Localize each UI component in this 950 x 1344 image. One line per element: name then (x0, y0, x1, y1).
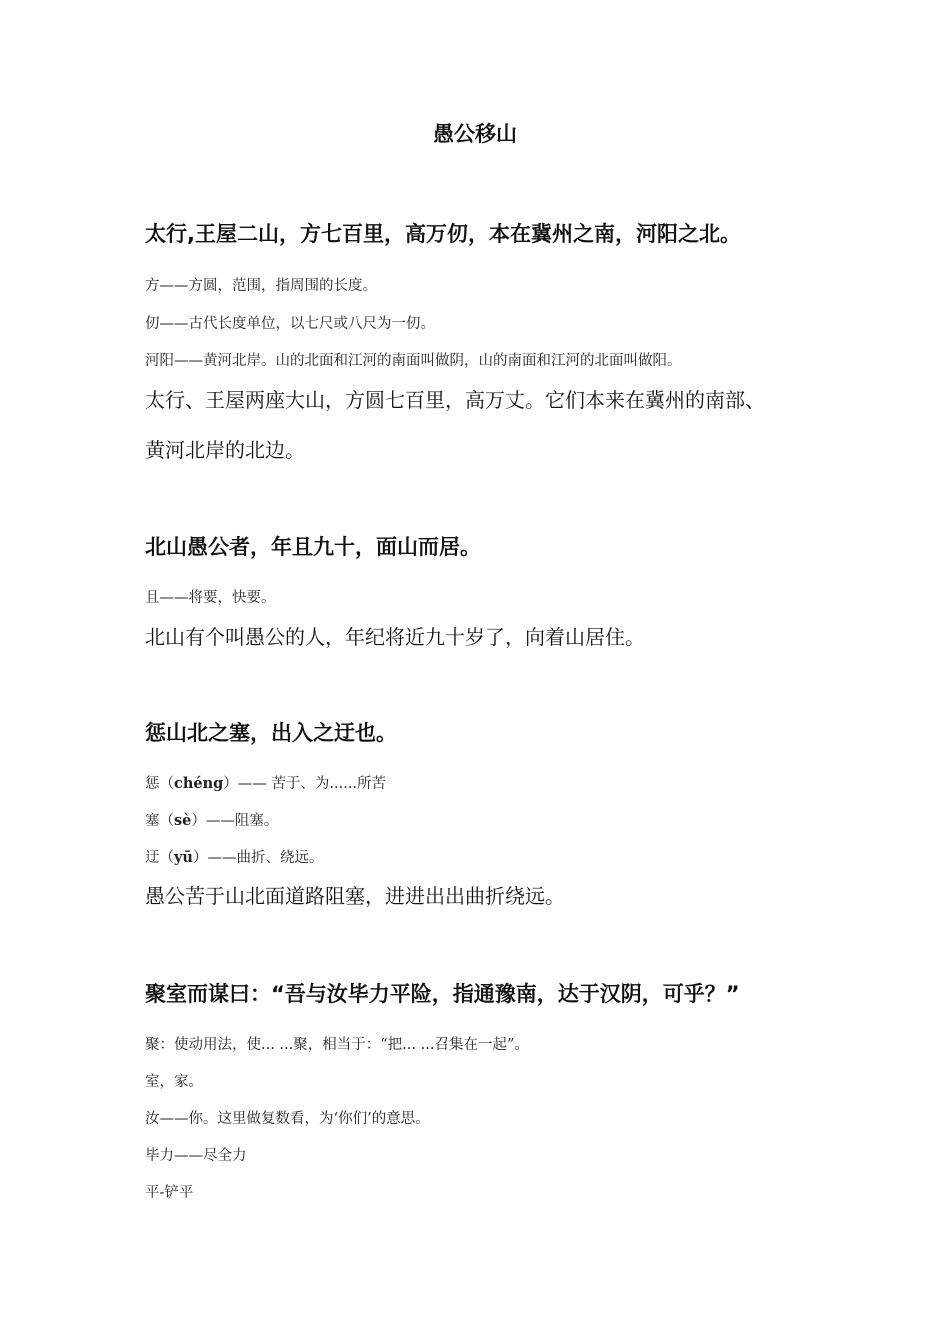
annotation-note: 聚：使动用法，使... ...聚，相当于：“把... ...召集在一起”。 (145, 1037, 529, 1053)
note-term: 惩（ (145, 776, 174, 792)
translation-line: 愚公苦于山北面道路阻塞，进进出出曲折绕远。 (145, 884, 565, 908)
note-definition: ）——曲折、绕远。 (192, 850, 324, 866)
translation-line: 黄河北岸的北边。 (145, 438, 305, 462)
annotation-note: 仞——古代长度单位，以七尺或八尺为一仞。 (145, 316, 435, 332)
annotation-note: 毕力——尽全力 (145, 1148, 247, 1164)
annotation-note (145, 772, 386, 793)
annotation-note (145, 846, 323, 867)
note-definition: ）—— 苦于、为......所苦 (223, 776, 387, 792)
note-pinyin: chéng (174, 775, 224, 792)
annotation-note: 方——方圆，范围，指周围的长度。 (145, 278, 377, 294)
annotation-note: 汝——你。这里做复数看，为‘你们’的意思。 (145, 1111, 430, 1127)
translation-line: 北山有个叫愚公的人，年纪将近九十岁了，向着山居住。 (145, 625, 645, 649)
annotation-note: 平-铲平 (145, 1185, 194, 1201)
note-term: 迂（ (145, 850, 174, 866)
section-heading: 惩山北之塞，出入之迂也。 (145, 721, 397, 745)
annotation-note: 室，家。 (145, 1074, 203, 1090)
section-heading: 北山愚公者，年且九十，面山而居。 (145, 535, 481, 559)
section-heading: 太行,王屋二山，方七百里，高万仞，本在冀州之南，河阳之北。 (145, 222, 741, 246)
note-term: 塞（ (145, 813, 174, 829)
section-heading: 聚室而谋曰：“吾与汝毕力平险，指通豫南，达于汉阴，可乎？” (145, 982, 740, 1006)
note-pinyin: yū (174, 849, 193, 866)
annotation-note (145, 809, 278, 830)
annotation-note: 河阳——黄河北岸。山的北面和江河的南面叫做阴，山的南面和江河的北面叫做阳。 (145, 353, 682, 369)
annotation-note: 且——将要，快要。 (145, 590, 276, 606)
note-pinyin: sè (174, 812, 192, 829)
document-title: 愚公移山 (433, 122, 517, 146)
translation-line: 太行、王屋两座大山，方圆七百里，高万丈。它们本来在冀州的南部、 (145, 388, 765, 412)
note-definition: ）——阻塞。 (191, 813, 279, 829)
